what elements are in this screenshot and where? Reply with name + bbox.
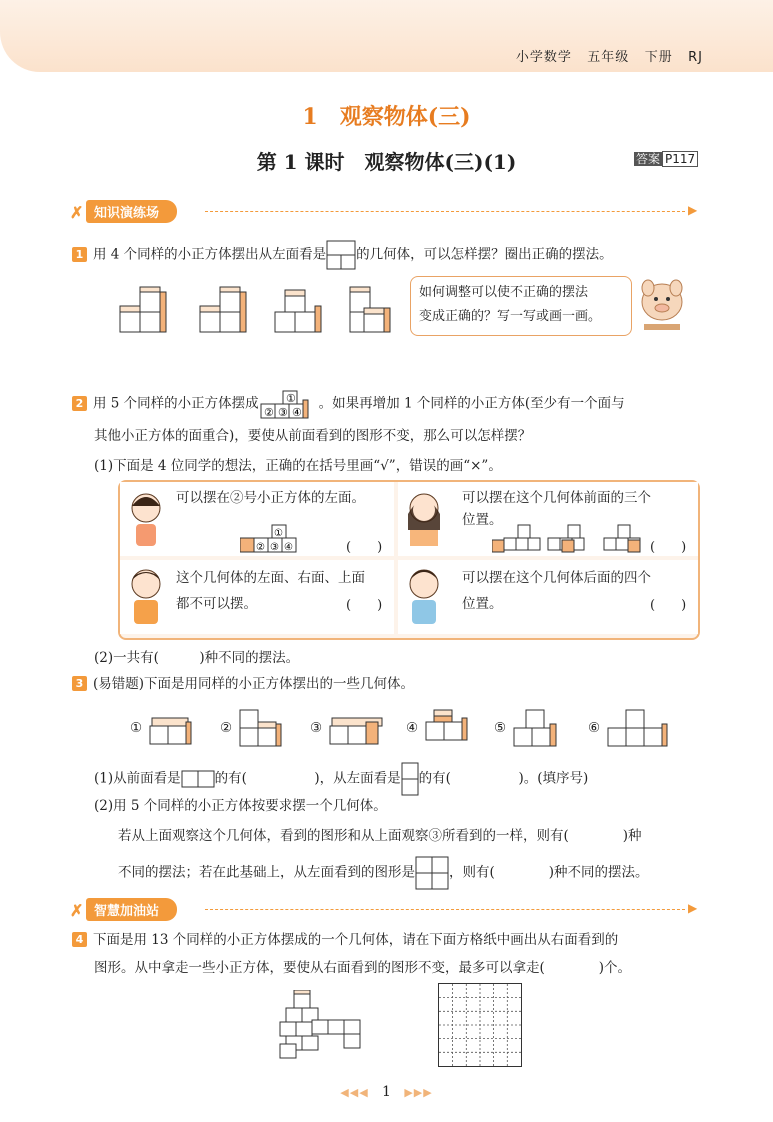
front-view-figure (181, 770, 215, 788)
idea-3: 这个几何体的左面、右面、上面 都不可以摆。 ( ) (120, 560, 394, 634)
q1-figure-2[interactable] (200, 287, 246, 332)
section-icon-2: ✗ (70, 901, 84, 920)
q2-ideas-panel (118, 480, 700, 640)
q3-stem: 3 (易错题)下面是用同样的小正方体摆出的一些几何体。 (72, 674, 414, 694)
book-info (516, 46, 703, 65)
svg-text:②: ② (263, 406, 274, 419)
q3-figures: ① ② ③ ④ ⑤ ⑥ (130, 704, 670, 750)
idea-2-figures (492, 522, 652, 554)
page-footer (0, 1084, 773, 1100)
arrow-right-icon: ▶ (688, 203, 698, 217)
answer-label: 答案 (636, 152, 661, 166)
q4-line2: 图形。从中拿走一些小正方体，要使从右面看到的图形不变，最多可以拿走( )个。 (94, 960, 632, 976)
section-practice (70, 200, 700, 222)
svg-text:④: ④ (284, 542, 293, 553)
subject: 小学数学 (515, 50, 572, 65)
q4-figure (276, 990, 370, 1060)
answer-grid-paper[interactable] (438, 983, 522, 1067)
lesson-title: 第 1 课时 观察物体(三)(1) (256, 150, 517, 174)
section-boost-label: 智慧加油站 (86, 898, 177, 921)
svg-text:③: ③ (270, 542, 279, 553)
q2-stem: 2 用 5 个同样的小正方体摆成 ② ③ ④ ① 。如果再增加 1 个同样的小正方体(至少有一个面与 (72, 388, 625, 420)
q2-sub2: (2)一共有( )种不同的摆法。 (94, 650, 300, 666)
left-view-figure-q3 (401, 762, 419, 796)
idea-2: 可以摆在这个几何体前面的三个 位置。 ( ) (398, 482, 698, 556)
q4-line1: 4 下面是用 13 个同样的小正方体摆成的一个几何体，请在下面方格纸中画出从右面看到的 (72, 930, 618, 950)
left-view-figure (326, 240, 356, 270)
svg-text:①: ① (274, 528, 283, 539)
left-view-figure-q3b (415, 856, 449, 890)
boy-avatar-icon (124, 566, 168, 628)
section-boost (70, 898, 700, 920)
q3-sub1: (1)从前面看是 的有( )，从左面看是 的有( )。(填序号) (94, 762, 588, 796)
q1-figure-3[interactable] (275, 290, 321, 332)
q1-stem: 1 用 4 个同样的小正方体摆出从左面看是 的几何体，可以怎样摆？圈出正确的摆法。 (72, 240, 613, 270)
q2-number: 2 (72, 396, 87, 411)
idea-1: 可以摆在②号小正方体的左面。 ② ③ ④ ① ( ) (120, 482, 394, 556)
q4-number: 4 (72, 932, 87, 947)
idea-4: 可以摆在这个几何体后面的四个 位置。 ( ) (398, 560, 698, 634)
svg-text:④: ④ (291, 406, 302, 419)
term: 下册 (644, 50, 673, 65)
unit-title: 1 观察物体(三) (302, 104, 471, 130)
girl-avatar-icon (124, 490, 168, 550)
section-practice-label: 知识演练场 (86, 200, 177, 223)
q2-sub1: (1)下面是 4 位同学的想法，正确的在括号里画“√”，错误的画“×”。 (94, 458, 502, 474)
hint-bubble: 如何调整可以使不正确的摆法 变成正确的？写一写或画一画。 (410, 276, 632, 336)
q3-sub2: (2)用 5 个同样的小正方体按要求摆一个几何体。 (94, 798, 387, 814)
grade: 五年级 (587, 50, 630, 65)
q1-figure-4[interactable] (350, 287, 390, 332)
svg-text:③: ③ (277, 406, 288, 419)
idea-1-figure (240, 522, 310, 554)
left-arrows-icon: ◀◀◀ (340, 1086, 369, 1099)
mascot-pig-icon (636, 272, 688, 336)
answer-page: P117 (662, 151, 698, 167)
page-number: 1 (382, 1084, 391, 1100)
q1-figure-1[interactable] (120, 287, 166, 332)
svg-text:②: ② (256, 542, 265, 553)
q3-sub2-line2: 若从上面观察这个几何体，看到的图形和从上面观察③所看到的一样，则有( )种 (118, 828, 642, 844)
q1-number: 1 (72, 247, 87, 262)
boy2-avatar-icon (402, 566, 446, 628)
answer-badge[interactable] (634, 150, 698, 167)
edition: RJ (688, 50, 703, 65)
q2-base-figure (259, 388, 319, 420)
arrow-right-icon-2: ▶ (688, 901, 698, 915)
q1-figures (118, 286, 408, 336)
svg-text:①: ① (285, 392, 296, 405)
q3-sub2-line3: 不同的摆法；若在此基础上，从左面看到的图形是 ，则有( )种不同的摆法。 (118, 856, 649, 890)
section-icon: ✗ (70, 203, 84, 222)
q3-number: 3 (72, 676, 87, 691)
girl2-avatar-icon (402, 490, 446, 550)
right-arrows-icon: ▶▶▶ (404, 1086, 433, 1099)
q2-stem-line2: 其他小正方体的面重合)，要使从前面看到的图形不变，那么可以怎样摆？ (94, 428, 532, 444)
